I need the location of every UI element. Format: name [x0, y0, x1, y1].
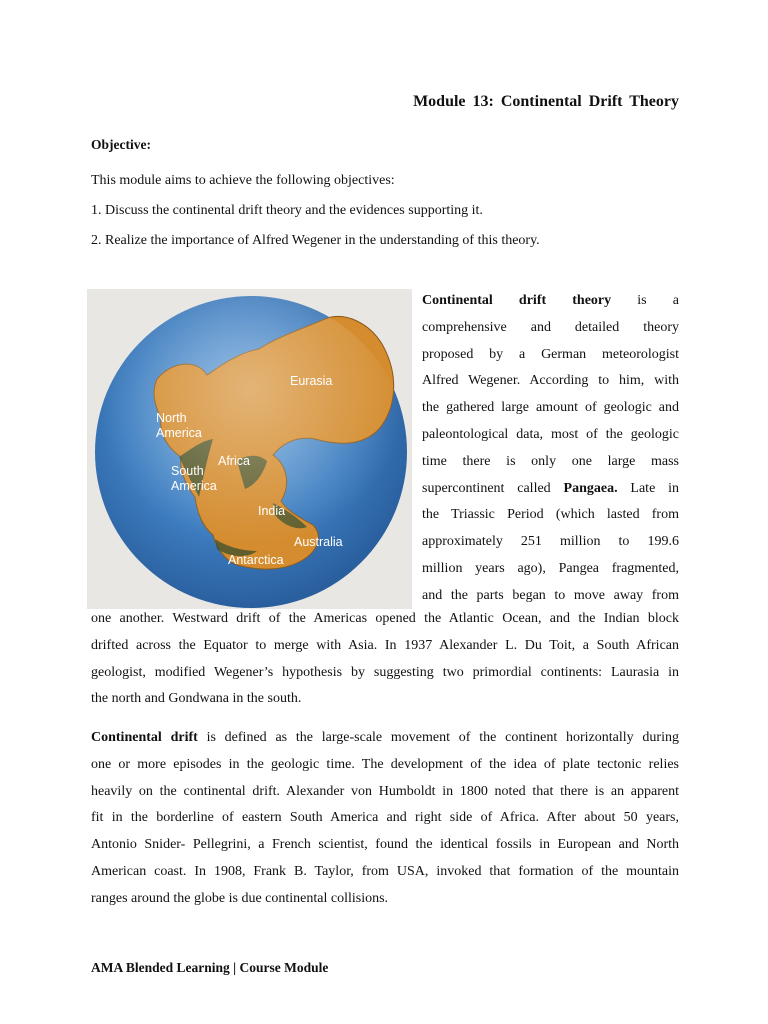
map-label-eurasia: Eurasia: [290, 374, 333, 388]
pangaea-globe-image: [87, 289, 412, 609]
intro-paragraph-continuation: [91, 606, 679, 713]
paragraph-line: ranges around the globe is due continental collisions.: [91, 890, 389, 906]
paragraph-line: proposed by a German meteorologist: [422, 346, 679, 362]
paragraph-line: million years ago), Pangea fragmented,: [422, 560, 679, 576]
objective-item-1: 1. Discuss the continental drift theory and the evidences supporting it.: [91, 203, 483, 218]
paragraph-line: the north and Gondwana in the south.: [91, 691, 302, 707]
paragraph-line: geologist, modified Wegener’s hypothesis by suggesting two primordial continents: Laurasia in: [91, 664, 679, 680]
paragraph-line: and the parts began to move away from: [422, 587, 679, 603]
definition-paragraph: [91, 725, 679, 913]
map-label-south-america: America: [171, 479, 217, 493]
map-label-australia: Australia: [294, 535, 343, 549]
paragraph-line: approximately 251 million to 199.6: [422, 534, 679, 550]
term-continental-drift-theory: Continental drift theory: [422, 293, 612, 308]
paragraph-line: heavily on the continental drift. Alexander von Humboldt in 1800 noted that there is an apparent: [91, 783, 679, 799]
map-label-south: South: [171, 464, 204, 478]
paragraph-line: one or more episodes in the geologic time. The development of the idea of plate tectonic relies: [91, 756, 679, 772]
paragraph-line: supercontinent called Pangaea. Late in: [422, 480, 680, 496]
paragraph-line: fit in the borderline of eastern South America and right side of Africa. After about 50 years,: [91, 810, 679, 826]
paragraph-line: one another. Westward drift of the Americas opened the Atlantic Ocean, and the Indian block: [91, 611, 679, 626]
page-title: Module 13: Continental Drift Theory: [413, 93, 679, 110]
map-label-north: North: [156, 411, 187, 425]
paragraph-line: Continental drift is defined as the large-scale movement of the continent horizontally during: [91, 730, 679, 745]
intro-paragraph-column: [422, 288, 679, 610]
objective-heading: Objective:: [91, 137, 151, 152]
paragraph-line: drifted across the Equator to merge with Asia. In 1937 Alexander L. Du Toit, a South African: [91, 637, 679, 653]
paragraph-line: the gathered large amount of geologic and: [422, 400, 679, 416]
paragraph-line: the Triassic Period (which lasted from: [422, 507, 679, 523]
map-label-india: India: [258, 504, 286, 518]
term-continental-drift: Continental drift: [91, 730, 198, 745]
paragraph-line: Continental drift theory is a: [422, 293, 679, 308]
paragraph-line: time there is only one large mass: [422, 453, 679, 469]
paragraph-line: Antonio Snider- Pellegrini, a French scientist, found the identical fossils in European and North: [91, 837, 679, 853]
objective-intro: This module aims to achieve the following objectives:: [91, 173, 395, 188]
map-label-america: America: [156, 426, 202, 440]
term-pangaea: Pangaea.: [563, 480, 618, 496]
map-label-antarctica: Antarctica: [228, 553, 284, 567]
paragraph-line: comprehensive and detailed theory: [422, 319, 679, 335]
paragraph-line: paleontological data, most of the geologic: [422, 426, 679, 442]
paragraph-line: Alfred Wegener. According to him, with: [422, 373, 679, 389]
objective-item-2: 2. Realize the importance of Alfred Wegener in the understanding of this theory.: [91, 233, 540, 248]
map-label-africa: Africa: [218, 454, 250, 468]
page-footer: AMA Blended Learning | Course Module: [91, 960, 329, 975]
paragraph-line: American coast. In 1908, Frank B. Taylor, from USA, invoked that formation of the mountain: [91, 863, 679, 879]
pangaea-map-figure: [87, 289, 412, 609]
